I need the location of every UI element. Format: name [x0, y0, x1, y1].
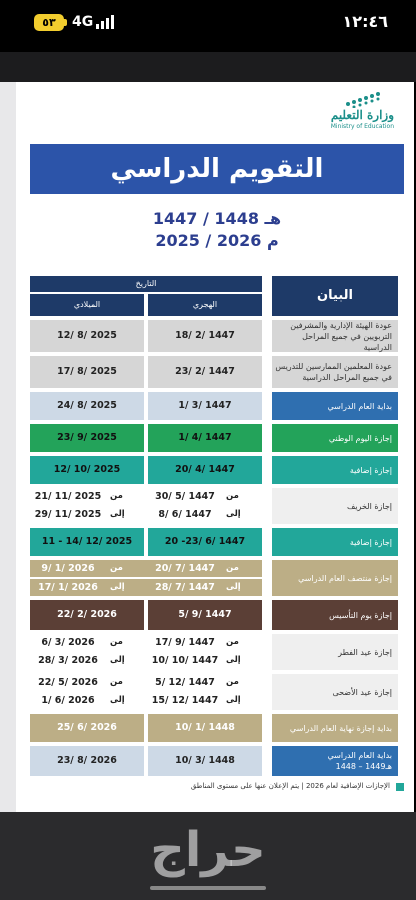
years-block	[30, 208, 404, 252]
logo-name: وزارة التعليم	[330, 108, 394, 122]
logo-dots-icon	[344, 90, 384, 108]
home-indicator[interactable]	[150, 886, 266, 890]
header-hijri: الهجري	[148, 294, 262, 316]
table-row	[30, 320, 404, 352]
row-label: إجازة إضافية	[272, 528, 398, 556]
row-label: إجازة عيد الأضحى	[272, 674, 398, 710]
top-gap	[0, 52, 416, 82]
hijri-from-cell: 20/ 7/ 1447	[155, 563, 215, 574]
row-label: إجازة عيد الفطر	[272, 634, 398, 670]
status-bar	[0, 0, 416, 52]
table-row	[30, 746, 404, 776]
hijri-from-cell: 5/ 12/ 1447	[155, 677, 215, 688]
hijri-cell: 10/ 1/ 1448	[148, 714, 262, 742]
hijri-to-cell: 28/ 7/ 1447	[155, 582, 215, 593]
header-bayan: البيان	[272, 276, 398, 316]
gregorian-cell: 11 - 14/ 12/ 2025	[30, 528, 144, 556]
hijri-cell: 23/ 2/ 1447	[148, 356, 262, 388]
row-label: إجازة اليوم الوطني	[272, 424, 398, 452]
logo-subtitle: Ministry of Education	[330, 123, 394, 130]
status-time: ١٢:٤٦	[342, 12, 388, 31]
gregorian-cell: 12/ 10/ 2025	[30, 456, 144, 484]
table-row	[30, 528, 404, 556]
gregorian-to-cell: 17/ 1/ 2026	[38, 582, 98, 593]
signal-icon	[96, 15, 118, 29]
hijri-from-cell: 17/ 9/ 1447	[155, 637, 215, 648]
from-label: من	[226, 491, 239, 501]
hijri-from-cell: 30/ 5/ 1447	[155, 491, 215, 502]
to-label: إلى	[110, 509, 125, 519]
table-row	[30, 488, 404, 524]
header-gregorian: الميلادي	[30, 294, 144, 316]
table-row	[30, 560, 404, 596]
row-label: بداية إجازة نهاية العام الدراسي	[272, 714, 398, 742]
hijri-years: 1447 / 1448 هـ	[152, 209, 282, 228]
hijri-cell: 1/ 3/ 1447	[148, 392, 262, 420]
table-row	[30, 456, 404, 484]
gregorian-cell: 17/ 8/ 2025	[30, 356, 144, 388]
footnote-color-box	[396, 783, 404, 791]
hijri-cell: 10/ 3/ 1448	[148, 746, 262, 776]
hijri-cell: 1/ 4/ 1447	[148, 424, 262, 452]
hijri-to-cell: 10/ 10/ 1447	[151, 655, 219, 666]
row-label	[272, 746, 398, 776]
from-label: من	[110, 637, 123, 647]
table-row	[30, 634, 404, 670]
table-row	[30, 356, 404, 388]
to-label: إلى	[226, 509, 241, 519]
hijri-cell: 20/ 4/ 1447	[148, 456, 262, 484]
row-label: عودة الهيئة الإدارية والمشرفين التربويين في جميع المراحل الدراسية	[272, 320, 398, 352]
row-label: بداية العام الدراسي	[272, 392, 398, 420]
table-row	[30, 714, 404, 742]
row-label: إجازة يوم التأسيس	[272, 600, 398, 630]
to-label: إلى	[226, 582, 241, 592]
table-row	[30, 424, 404, 452]
gregorian-to-cell: 28/ 3/ 2026	[38, 655, 98, 666]
gregorian-cell: 24/ 8/ 2025	[30, 392, 144, 420]
gregorian-from-cell: 6/ 3/ 2026	[41, 637, 95, 648]
hijri-to-cell: 8/ 6/ 1447	[158, 509, 212, 520]
header-date: التاريخ	[30, 276, 262, 292]
row-label: إجازة الخريف	[272, 488, 398, 524]
table-row	[30, 600, 404, 630]
hijri-cell: 18/ 2/ 1447	[148, 320, 262, 352]
table-row	[30, 674, 404, 710]
gregorian-to-cell: 1/ 6/ 2026	[41, 695, 95, 706]
from-label: من	[226, 563, 239, 573]
battery-tip	[64, 19, 67, 26]
gregorian-to-cell: 29/ 11/ 2025	[34, 509, 102, 520]
row-label-line1: بداية العام الدراسي	[327, 751, 392, 760]
gregorian-from-cell: 22/ 5/ 2026	[38, 677, 98, 688]
hijri-cell: 5/ 9/ 1447	[148, 600, 262, 630]
gregorian-cell: 22/ 2/ 2026	[30, 600, 144, 630]
ministry-logo	[294, 90, 394, 134]
to-label: إلى	[110, 695, 125, 705]
from-label: من	[110, 677, 123, 687]
from-label: من	[226, 637, 239, 647]
watermark: حراج	[150, 822, 266, 878]
to-label: إلى	[226, 695, 241, 705]
from-label: من	[226, 677, 239, 687]
gregorian-from-cell: 9/ 1/ 2026	[41, 563, 95, 574]
from-label: من	[110, 491, 123, 501]
to-label: إلى	[110, 582, 125, 592]
calendar-image	[16, 82, 414, 812]
gregorian-from-cell: 21/ 11/ 2025	[34, 491, 102, 502]
gregorian-years: 2025 / 2026 م	[155, 231, 279, 250]
row-label: عودة المعلمين الممارسين للتدريس في جميع المراحل الدراسية	[272, 356, 398, 388]
row-label: إجازة منتصف العام الدراسي	[272, 560, 398, 596]
from-label: من	[110, 563, 123, 573]
row-label: إجازة إضافية	[272, 456, 398, 484]
to-label: إلى	[110, 655, 125, 665]
gregorian-cell: 23/ 8/ 2026	[30, 746, 144, 776]
left-strip	[0, 82, 16, 812]
gregorian-cell: 25/ 6/ 2026	[30, 714, 144, 742]
page-title: التقويم الدراسي	[30, 144, 404, 194]
row-label-line2: 1448 – 1449هـ	[335, 762, 392, 771]
footnote-text: الإجازات الإضافية لعام 2026 | يتم الإعلان عنها على مستوى المناطق	[190, 782, 390, 790]
hijri-to-cell: 15/ 12/ 1447	[151, 695, 219, 706]
gregorian-cell: 23/ 9/ 2025	[30, 424, 144, 452]
network-label: 4G	[72, 14, 94, 30]
battery-icon: ٥٣	[34, 14, 64, 31]
to-label: إلى	[226, 655, 241, 665]
gregorian-cell: 12/ 8/ 2025	[30, 320, 144, 352]
hijri-cell: 20 -23/ 6/ 1447	[148, 528, 262, 556]
table-row	[30, 392, 404, 420]
footnote	[30, 782, 404, 790]
